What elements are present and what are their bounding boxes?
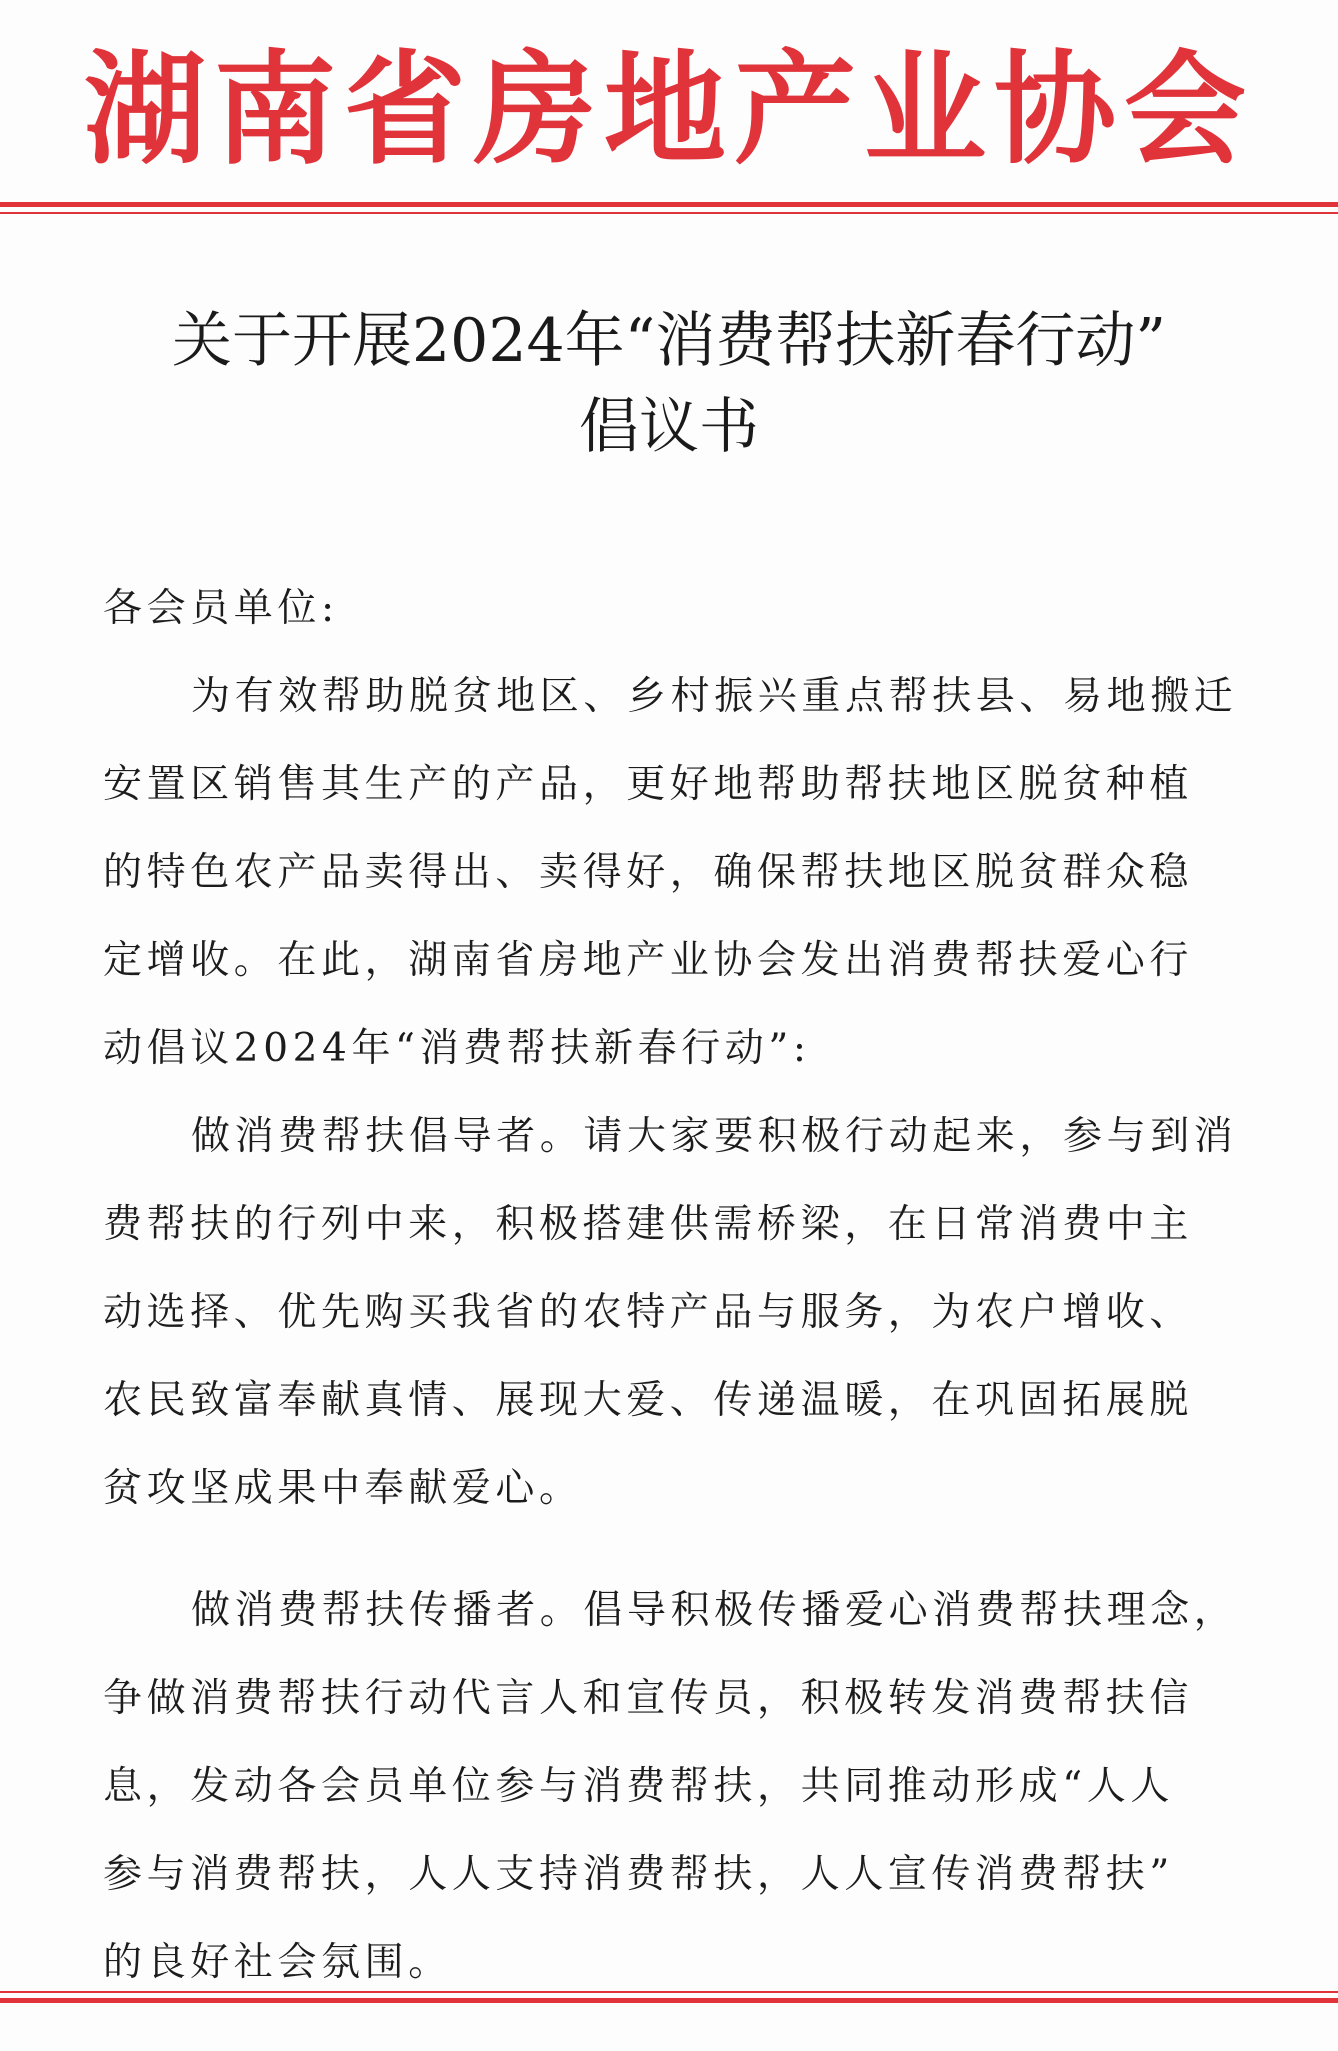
document-title-line-2: 倡议书 — [579, 392, 759, 462]
paragraph-line: 参与消费帮扶，人人支持消费帮扶，人人宣传消费帮扶” — [103, 1852, 1174, 1897]
paragraph-line: 做消费帮扶传播者。倡导积极传播爱心消费帮扶理念， — [191, 1588, 1238, 1633]
paragraph-line: 的特色农产品卖得出、卖得好，确保帮扶地区脱贫群众稳 — [103, 850, 1194, 895]
footer-rule-thick — [0, 1998, 1338, 2003]
document-title — [60, 298, 1278, 470]
paragraph-line: 为有效帮助脱贫地区、乡村振兴重点帮扶县、易地搬迁 — [191, 674, 1238, 719]
paragraph-line: 动选择、优先购买我省的农特产品与服务，为农户增收、 — [103, 1290, 1194, 1335]
paragraph-line: 农民致富奉献真情、展现大爱、传递温暖，在巩固拓展脱 — [103, 1378, 1194, 1423]
paragraph-line: 动倡议2024年“消费帮扶新春行动”: — [103, 1026, 811, 1071]
paragraph-line: 费帮扶的行列中来，积极搭建供需桥梁，在日常消费中主 — [103, 1202, 1194, 1247]
salutation: 各会员单位: — [103, 586, 339, 631]
paragraph-3 — [103, 1567, 1253, 2007]
letterhead-rule-thick — [0, 202, 1338, 207]
paragraph-line: 息，发动各会员单位参与消费帮扶，共同推动形成“人人 — [103, 1764, 1174, 1809]
paragraph-spacer — [103, 1533, 1253, 1567]
paragraph-line: 争做消费帮扶行动代言人和宣传员，积极转发消费帮扶信 — [103, 1676, 1194, 1721]
paragraph-line: 的良好社会氛围。 — [103, 1940, 452, 1985]
document-title-line-1: 关于开展2024年“消费帮扶新春行动” — [171, 306, 1167, 376]
document-body — [103, 565, 1253, 2007]
paragraph-2 — [103, 1093, 1253, 1533]
paragraph-line: 安置区销售其生产的产品，更好地帮助帮扶地区脱贫种植 — [103, 762, 1194, 807]
letterhead-rule-thin — [0, 212, 1338, 214]
paragraph-1 — [103, 653, 1253, 1093]
paragraph-line: 做消费帮扶倡导者。请大家要积极行动起来，参与到消 — [191, 1114, 1238, 1159]
footer-rule-thin — [0, 1991, 1338, 1993]
letterhead-organization-name: 湖南省房地产业协会 — [84, 37, 1254, 181]
paragraph-line: 贫攻坚成果中奉献爱心。 — [103, 1466, 583, 1511]
paragraph-line: 定增收。在此，湖南省房地产业协会发出消费帮扶爱心行 — [103, 938, 1194, 983]
